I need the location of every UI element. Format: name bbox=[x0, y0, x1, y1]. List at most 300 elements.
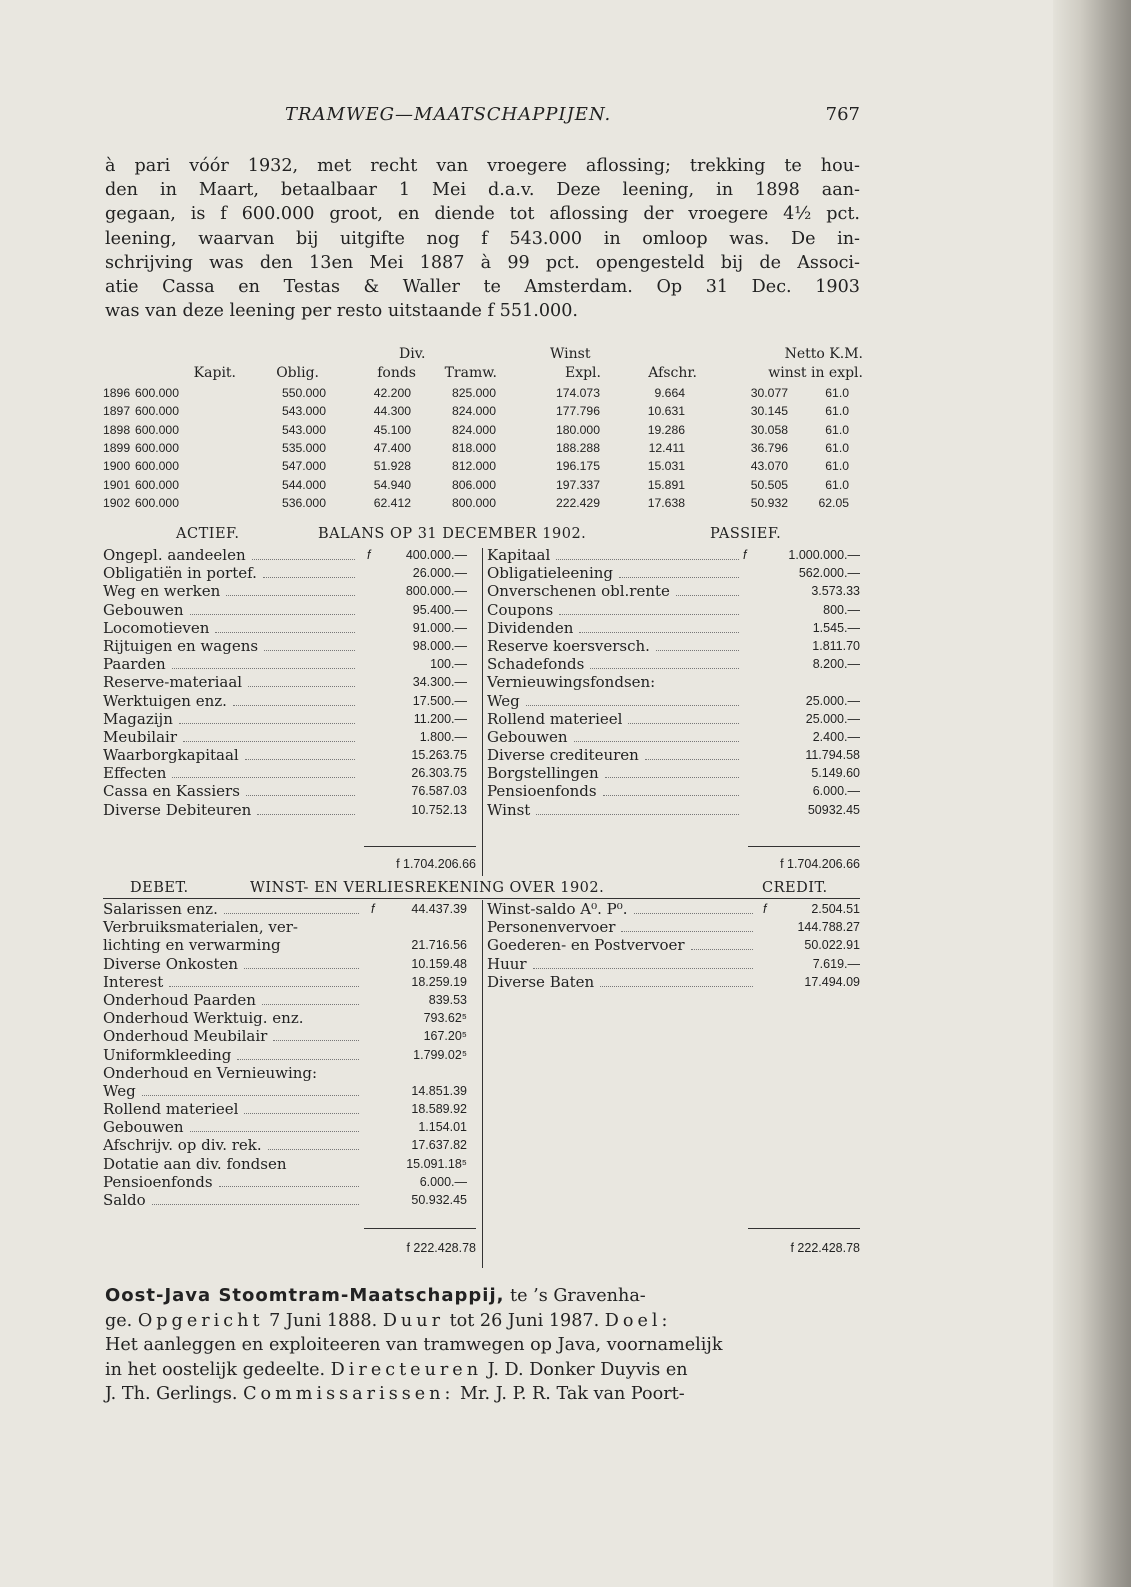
year-table-cell: 61.0 bbox=[825, 422, 849, 437]
year-table-cell: 54.940 bbox=[373, 477, 411, 492]
pl-total-rule-left bbox=[364, 1228, 476, 1229]
intro-line: atie Cassa en Testas & Waller te Amsterdam. Op 31 Dec. 1903 bbox=[105, 277, 860, 298]
leader-dots bbox=[600, 986, 753, 987]
year-table-year: 1900 bbox=[103, 459, 131, 474]
passief-value: 50932.45 bbox=[807, 802, 860, 817]
leader-dots bbox=[172, 668, 355, 669]
leader-dots bbox=[556, 559, 739, 560]
debet-label: Diverse Onkosten bbox=[103, 954, 239, 973]
passief-label: Reserve koersversch. bbox=[487, 636, 650, 655]
leader-dots bbox=[190, 1131, 359, 1132]
balance-passief-heading: PASSIEF. bbox=[710, 526, 782, 542]
debet-value: 18.589.92 bbox=[411, 1102, 467, 1117]
passief-row bbox=[487, 564, 860, 582]
pl-title: WINST- EN VERLIESREKENING OVER 1902. bbox=[250, 880, 605, 896]
passief-row bbox=[487, 546, 860, 564]
year-table-cell: 61.0 bbox=[825, 404, 849, 419]
credit-label: Huur bbox=[487, 954, 527, 973]
passief-value: 25.000.— bbox=[805, 711, 860, 726]
year-table-cell: 600.000 bbox=[134, 477, 179, 492]
debet-label: Afschrijv. op div. rek. bbox=[103, 1136, 262, 1155]
passief-label: Obligatieleening bbox=[487, 564, 614, 583]
year-table-cell: 800.000 bbox=[451, 495, 496, 510]
credit-label: Winst-saldo A⁰. P⁰. bbox=[487, 900, 628, 918]
debet-label: Dotatie aan div. fondsen bbox=[103, 1154, 287, 1173]
pl-credit-list bbox=[487, 900, 860, 991]
debet-label: Interest bbox=[103, 972, 164, 991]
actief-label: Meubilair bbox=[103, 727, 178, 746]
leader-dots bbox=[634, 913, 753, 914]
year-table-cell: 547.000 bbox=[281, 459, 326, 474]
leader-dots bbox=[183, 741, 355, 742]
passief-row bbox=[487, 728, 860, 746]
year-table-year: 1899 bbox=[103, 440, 131, 455]
debet-label: Gebouwen bbox=[103, 1118, 184, 1137]
commissarissen-label: Commissarissen: bbox=[243, 1384, 455, 1405]
actief-label: Paarden bbox=[103, 655, 166, 674]
debet-label: Onderhoud Paarden bbox=[103, 990, 256, 1009]
year-table-cell: 30.077 bbox=[750, 386, 788, 400]
actief-label: Cassa en Kassiers bbox=[103, 782, 240, 801]
balance-total-left: f 1.704.206.66 bbox=[396, 857, 476, 871]
credit-value: 144.788.27 bbox=[797, 920, 860, 935]
leader-dots bbox=[628, 723, 739, 724]
debet-row bbox=[103, 955, 476, 973]
actief-row bbox=[103, 582, 476, 600]
year-table-cell: 600.000 bbox=[134, 459, 179, 474]
year-table-cell: 12.411 bbox=[648, 440, 685, 455]
year-table-cell: 30.145 bbox=[750, 404, 788, 419]
debet-row bbox=[103, 1082, 476, 1100]
passief-label: Vernieuwingsfondsen: bbox=[487, 673, 656, 692]
year-table-cell: 44.300 bbox=[373, 404, 411, 419]
year-table-header: Oblig. bbox=[276, 365, 319, 381]
passief-value: 1.545.— bbox=[812, 620, 860, 635]
debet-row bbox=[103, 1064, 476, 1082]
company-line5-a: J. Th. Gerlings. bbox=[105, 1384, 244, 1405]
year-table-top-header: Div. bbox=[399, 346, 426, 362]
year-table-cell: 544.000 bbox=[281, 477, 326, 492]
intro-line: leening, waarvan bij uitgifte nog f 543.000 in omloop was. De in- bbox=[105, 228, 860, 249]
balance-divider bbox=[482, 548, 483, 848]
directeuren-label: Directeuren bbox=[330, 1359, 483, 1380]
year-table-cell: 42.200 bbox=[373, 386, 411, 400]
year-table-cell: 30.058 bbox=[750, 422, 788, 437]
credit-label: Goederen- en Postvervoer bbox=[487, 936, 685, 955]
company-line2-c: tot 26 Juni 1987. bbox=[444, 1310, 605, 1331]
pl-total-right: f 222.428.78 bbox=[790, 1241, 860, 1255]
year-table-cell: 61.0 bbox=[825, 386, 849, 400]
year-table-year: 1896 bbox=[103, 386, 131, 400]
actief-value: 800.000.— bbox=[405, 584, 467, 599]
balance-total-rule-left bbox=[364, 846, 476, 847]
debet-label: Pensioenfonds bbox=[103, 1172, 213, 1191]
leader-dots bbox=[172, 777, 355, 778]
passief-value: 6.000.— bbox=[812, 784, 860, 799]
actief-row bbox=[103, 637, 476, 655]
actief-value: 95.400.— bbox=[412, 602, 467, 617]
leader-dots bbox=[536, 814, 739, 815]
year-table-cell: 50.505 bbox=[750, 477, 788, 492]
company-line1-rest: te ’s Gravenha- bbox=[504, 1286, 646, 1306]
company-line5-b: Mr. J. P. R. Tak van Poort- bbox=[454, 1384, 685, 1405]
passief-label: Onverschenen obl.rente bbox=[487, 582, 670, 601]
actief-row bbox=[103, 673, 476, 691]
passief-value: 800.— bbox=[823, 602, 860, 617]
debet-value: 10.159.48 bbox=[411, 956, 467, 971]
balance-title: BALANS OP 31 DECEMBER 1902. bbox=[318, 526, 587, 542]
credit-value: 50.022.91 bbox=[804, 938, 860, 953]
debet-value: 15.091.18⁵ bbox=[406, 1156, 467, 1171]
year-table-year: 1902 bbox=[103, 495, 131, 510]
passief-value: 1.811.70 bbox=[812, 638, 860, 653]
actief-label: Gebouwen bbox=[103, 600, 184, 619]
balance-passief-list bbox=[487, 546, 860, 819]
actief-row bbox=[103, 601, 476, 619]
year-table-cell: 535.000 bbox=[281, 440, 326, 455]
year-table-header: Afschr. bbox=[648, 365, 697, 381]
leader-dots bbox=[233, 705, 355, 706]
passief-value: 11.794.58 bbox=[805, 748, 860, 763]
debet-row bbox=[103, 1155, 476, 1173]
debet-row bbox=[103, 1100, 476, 1118]
actief-row bbox=[103, 801, 476, 819]
passief-row bbox=[487, 619, 860, 637]
actief-label: Obligatiën in portef. bbox=[103, 564, 257, 583]
leader-dots bbox=[574, 741, 739, 742]
passief-label: Weg bbox=[487, 691, 520, 710]
year-table-header: fonds bbox=[377, 365, 416, 381]
passief-label: Coupons bbox=[487, 600, 554, 619]
year-table-cell: 174.073 bbox=[555, 386, 600, 400]
debet-row bbox=[103, 936, 476, 954]
leader-dots bbox=[224, 913, 359, 914]
credit-value: 7.619.— bbox=[812, 956, 860, 971]
passief-value: 25.000.— bbox=[805, 693, 860, 708]
year-table-cell: 818.000 bbox=[451, 440, 496, 455]
passief-value: 2.400.— bbox=[812, 729, 860, 744]
currency-sign: f bbox=[763, 902, 767, 916]
actief-value: 1.800.— bbox=[419, 729, 467, 744]
credit-value: 2.504.51 bbox=[811, 902, 860, 916]
debet-value: 18.259.19 bbox=[411, 974, 467, 989]
year-table-cell: 62.05 bbox=[818, 495, 849, 510]
actief-label: Rijtuigen en wagens bbox=[103, 636, 259, 655]
actief-value: 98.000.— bbox=[412, 638, 467, 653]
leader-dots bbox=[246, 795, 355, 796]
balance-divider-total bbox=[482, 846, 483, 876]
leader-dots bbox=[645, 759, 739, 760]
credit-row bbox=[487, 936, 860, 954]
balance-actief-heading: ACTIEF. bbox=[176, 526, 240, 542]
passief-row bbox=[487, 601, 860, 619]
year-table-cell: 43.070 bbox=[750, 459, 788, 474]
passief-label: Winst bbox=[487, 800, 531, 819]
pl-total-left: f 222.428.78 bbox=[406, 1241, 476, 1255]
year-table-cell: 17.638 bbox=[647, 495, 685, 510]
opgericht-label: Opgericht bbox=[137, 1310, 264, 1331]
year-table-cell: 36.796 bbox=[750, 440, 788, 455]
leader-dots bbox=[268, 1149, 359, 1150]
actief-value: 26.303.75 bbox=[411, 766, 467, 781]
leader-dots bbox=[264, 650, 355, 651]
leader-dots bbox=[219, 1186, 359, 1187]
year-table-cell: 188.288 bbox=[555, 440, 600, 455]
year-table-cell: 600.000 bbox=[134, 495, 179, 510]
debet-row bbox=[103, 1118, 476, 1136]
credit-row bbox=[487, 955, 860, 973]
company-name: Oost-Java Stoomtram-Maatschappij, bbox=[105, 1285, 505, 1306]
year-table-cell: 47.400 bbox=[373, 440, 411, 455]
year-table-cell: 196.175 bbox=[555, 459, 600, 474]
leader-dots bbox=[257, 814, 355, 815]
intro-line: was van deze leening per resto uitstaande f 551.000. bbox=[105, 301, 579, 322]
debet-label: Uniformkleeding bbox=[103, 1045, 232, 1064]
leader-dots bbox=[252, 559, 355, 560]
actief-value: 400.000.— bbox=[405, 548, 467, 562]
passief-row bbox=[487, 655, 860, 673]
year-table-cell: 812.000 bbox=[451, 459, 496, 474]
running-header bbox=[105, 104, 860, 130]
intro-line: à pari vóór 1932, met recht van vroegere aflossing; trekking te hou- bbox=[105, 156, 860, 176]
year-table-top-header: Netto K.M. bbox=[784, 346, 863, 362]
debet-value: 167.20⁵ bbox=[423, 1029, 467, 1044]
pl-debet-heading: DEBET. bbox=[130, 880, 189, 896]
passief-label: Diverse crediteuren bbox=[487, 746, 639, 765]
year-table-cell: 45.100 bbox=[373, 422, 411, 437]
actief-value: 10.752.13 bbox=[411, 802, 467, 817]
year-table-cell: 600.000 bbox=[134, 422, 179, 437]
debet-row bbox=[103, 991, 476, 1009]
debet-label: Onderhoud en Vernieuwing: bbox=[103, 1063, 318, 1082]
passief-value: 562.000.— bbox=[798, 566, 860, 581]
leader-dots bbox=[603, 795, 739, 796]
debet-row bbox=[103, 1046, 476, 1064]
passief-row bbox=[487, 782, 860, 800]
debet-value: 6.000.— bbox=[419, 1174, 467, 1189]
debet-row bbox=[103, 918, 476, 936]
passief-label: Rollend materieel bbox=[487, 709, 623, 728]
leader-dots bbox=[152, 1204, 359, 1205]
pl-top-rule bbox=[103, 898, 860, 899]
year-table-cell: 19.286 bbox=[647, 422, 685, 437]
actief-label: Magazijn bbox=[103, 709, 173, 728]
year-table-cell: 550.000 bbox=[281, 386, 326, 400]
actief-row bbox=[103, 764, 476, 782]
actief-value: 11.200.— bbox=[413, 711, 467, 726]
year-table-cell: 600.000 bbox=[134, 440, 179, 455]
debet-label: lichting en verwarming bbox=[103, 936, 281, 955]
passief-row bbox=[487, 582, 860, 600]
actief-value: 76.587.03 bbox=[411, 784, 467, 799]
debet-label: Onderhoud Werktuig. enz. bbox=[103, 1009, 304, 1028]
debet-label: Saldo bbox=[103, 1191, 146, 1209]
leader-dots bbox=[605, 777, 739, 778]
passief-label: Borgstellingen bbox=[487, 764, 599, 783]
year-table-cell: 15.031 bbox=[647, 459, 685, 474]
passief-value: 5.149.60 bbox=[811, 766, 860, 781]
debet-value: 839.53 bbox=[428, 992, 467, 1007]
passief-row bbox=[487, 673, 860, 691]
leader-dots bbox=[526, 705, 739, 706]
credit-label: Personenvervoer bbox=[487, 918, 616, 937]
currency-sign: f bbox=[743, 548, 747, 562]
actief-row bbox=[103, 619, 476, 637]
actief-label: Ongepl. aandeelen bbox=[103, 546, 246, 564]
debet-label: Onderhoud Meubilair bbox=[103, 1027, 268, 1046]
actief-row bbox=[103, 782, 476, 800]
running-title: TRAMWEG—MAATSCHAPPIJEN. bbox=[285, 104, 612, 125]
actief-value: 26.000.— bbox=[412, 566, 467, 581]
year-table-cell: 536.000 bbox=[281, 495, 326, 510]
passief-value: 3.573.33 bbox=[811, 584, 860, 599]
actief-value: 17.500.— bbox=[412, 693, 467, 708]
year-table-cell: 50.932 bbox=[750, 495, 788, 510]
credit-row bbox=[487, 918, 860, 936]
debet-value: 21.716.56 bbox=[411, 938, 467, 953]
company-line4-a: in het oostelijk gedeelte. bbox=[105, 1359, 331, 1380]
year-table-top-header: Winst bbox=[550, 346, 591, 362]
actief-row bbox=[103, 546, 476, 564]
debet-row bbox=[103, 1027, 476, 1045]
passief-row bbox=[487, 637, 860, 655]
year-table-cell: 62.412 bbox=[373, 495, 411, 510]
actief-value: 91.000.— bbox=[412, 620, 467, 635]
intro-line: den in Maart, betaalbaar 1 Mei d.a.v. Deze leening, in 1898 aan- bbox=[105, 180, 860, 201]
debet-value: 1.154.01 bbox=[418, 1120, 467, 1135]
leader-dots bbox=[559, 614, 739, 615]
year-table-cell: 180.000 bbox=[555, 422, 600, 437]
actief-label: Reserve-materiaal bbox=[103, 673, 243, 692]
year-table-header: Kapit. bbox=[193, 365, 236, 381]
pl-divider bbox=[482, 900, 483, 1268]
debet-row bbox=[103, 1191, 476, 1209]
passief-label: Dividenden bbox=[487, 618, 574, 637]
leader-dots bbox=[226, 595, 355, 596]
leader-dots bbox=[656, 650, 739, 651]
year-table-cell: 543.000 bbox=[281, 404, 326, 419]
page-edge bbox=[1053, 0, 1131, 1587]
leader-dots bbox=[676, 595, 739, 596]
leader-dots bbox=[273, 1040, 359, 1041]
year-table-cell: 825.000 bbox=[451, 386, 496, 400]
company-line2-b: 7 Juni 1888. bbox=[263, 1310, 383, 1331]
year-table-header: winst in expl. bbox=[768, 365, 863, 381]
leader-dots bbox=[244, 968, 359, 969]
leader-dots bbox=[579, 632, 739, 633]
actief-label: Weg en werken bbox=[103, 582, 221, 601]
leader-dots bbox=[263, 577, 355, 578]
page-number: 767 bbox=[825, 104, 860, 125]
year-table-cell: 806.000 bbox=[451, 477, 496, 492]
leader-dots bbox=[691, 949, 753, 950]
debet-value: 793.62⁵ bbox=[423, 1011, 467, 1026]
debet-row bbox=[103, 1173, 476, 1191]
actief-value: 34.300.— bbox=[412, 675, 467, 690]
passief-label: Kapitaal bbox=[487, 546, 551, 564]
year-table-cell: 177.796 bbox=[555, 404, 600, 419]
balance-actief-list bbox=[103, 546, 476, 819]
pl-debet-list bbox=[103, 900, 476, 1209]
passief-value: 8.200.— bbox=[812, 657, 860, 672]
passief-row bbox=[487, 692, 860, 710]
leader-dots bbox=[142, 1095, 359, 1096]
year-table-cell: 9.664 bbox=[654, 386, 685, 400]
leader-dots bbox=[248, 686, 355, 687]
debet-value: 44.437.39 bbox=[411, 902, 467, 916]
intro-line: gegaan, is f 600.000 groot, en diende tot aflossing der vroegere 4½ pct. bbox=[105, 204, 860, 225]
actief-label: Waarborgkapitaal bbox=[103, 746, 239, 765]
year-table-cell: 543.000 bbox=[281, 422, 326, 437]
debet-value: 50.932.45 bbox=[411, 1193, 467, 1207]
leader-dots bbox=[190, 614, 355, 615]
leader-dots bbox=[245, 759, 355, 760]
passief-row bbox=[487, 801, 860, 819]
balance-total-rule-right bbox=[748, 846, 860, 847]
debet-label: Weg bbox=[103, 1081, 136, 1100]
passief-label: Pensioenfonds bbox=[487, 782, 597, 801]
pl-credit-heading: CREDIT. bbox=[762, 880, 828, 896]
debet-label: Rollend materieel bbox=[103, 1100, 239, 1119]
credit-value: 17.494.09 bbox=[804, 974, 860, 989]
leader-dots bbox=[262, 1004, 359, 1005]
debet-value: 14.851.39 bbox=[411, 1083, 467, 1098]
company-line2-a: ge. bbox=[105, 1310, 138, 1331]
year-table-cell: 15.891 bbox=[647, 477, 685, 492]
actief-label: Diverse Debiteuren bbox=[103, 800, 252, 819]
year-table-cell: 222.429 bbox=[555, 495, 600, 510]
year-table-cell: 197.337 bbox=[555, 477, 600, 492]
debet-row bbox=[103, 1136, 476, 1154]
actief-row bbox=[103, 728, 476, 746]
credit-row bbox=[487, 900, 860, 918]
passief-row bbox=[487, 710, 860, 728]
year-table-cell: 824.000 bbox=[451, 404, 496, 419]
year-table-cell: 51.928 bbox=[373, 459, 411, 474]
year-table-cell: 600.000 bbox=[134, 386, 179, 400]
balance-total-right: f 1.704.206.66 bbox=[780, 857, 860, 871]
leader-dots bbox=[237, 1059, 359, 1060]
year-table-cell: 61.0 bbox=[825, 477, 849, 492]
actief-row bbox=[103, 564, 476, 582]
leader-dots bbox=[590, 668, 739, 669]
duur-label: Duur bbox=[382, 1310, 444, 1331]
actief-label: Effecten bbox=[103, 764, 167, 783]
debet-value: 17.637.82 bbox=[411, 1138, 467, 1153]
leader-dots bbox=[169, 986, 359, 987]
passief-value: 1.000.000.— bbox=[788, 548, 860, 562]
leader-dots bbox=[215, 632, 355, 633]
intro-line: schrijving was den 13en Mei 1887 à 99 pct. opengesteld bij de Associ- bbox=[105, 252, 860, 273]
actief-row bbox=[103, 692, 476, 710]
passief-row bbox=[487, 764, 860, 782]
actief-row bbox=[103, 655, 476, 673]
passief-label: Schadefonds bbox=[487, 655, 585, 674]
pl-total-rule-right bbox=[748, 1228, 860, 1229]
actief-row bbox=[103, 746, 476, 764]
leader-dots bbox=[533, 968, 753, 969]
actief-row bbox=[103, 710, 476, 728]
year-table-cell: 824.000 bbox=[451, 422, 496, 437]
actief-label: Locomotieven bbox=[103, 618, 210, 637]
year-table-year: 1897 bbox=[103, 404, 131, 419]
leader-dots bbox=[619, 577, 739, 578]
year-table-header: Tramw. bbox=[444, 365, 497, 381]
intro-paragraph bbox=[105, 154, 860, 323]
actief-value: 100.— bbox=[430, 657, 467, 672]
currency-sign: f bbox=[367, 548, 371, 562]
actief-value: 15.263.75 bbox=[411, 748, 467, 763]
